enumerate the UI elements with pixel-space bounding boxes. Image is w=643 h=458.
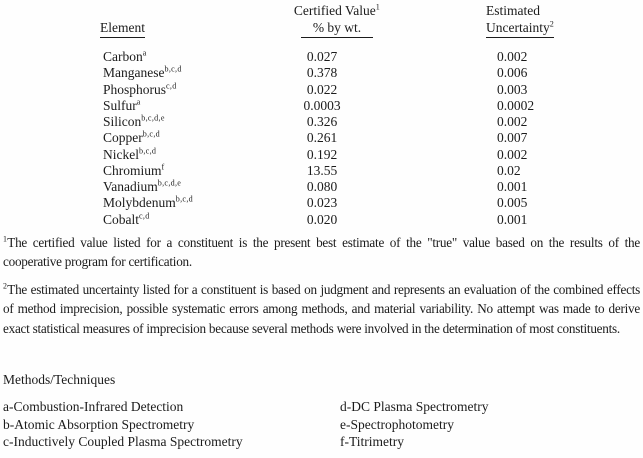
estimated-header-label: Estimated — [486, 3, 540, 18]
methods-list-left — [3, 398, 243, 451]
column-header-element — [100, 20, 145, 38]
method-item: d-DC Plasma Spectrometry — [340, 399, 489, 414]
element-method-markers: b,c,d — [139, 146, 157, 155]
element-name: Carbon$^a$ — [103, 48, 147, 64]
method-item: c-Inductively Coupled Plasma Spectrometry — [3, 434, 243, 450]
uncertainty-value: 0.001 — [497, 179, 528, 194]
element-method-markers: c,d — [166, 81, 177, 90]
table-row — [0, 82, 643, 98]
uncertainty-value: 0.002 — [497, 146, 528, 162]
certified-value: 0.023 — [306, 195, 338, 211]
element-method-markers: b,c,d — [175, 194, 193, 204]
uncertainty-value: 0.002 — [497, 114, 528, 129]
footnote-1-text: The certified value listed for a constituent is the present best estimate of the "true" value based on the results of the cooperative program for certification. — [3, 235, 640, 270]
column-header-unit — [252, 20, 422, 38]
element-method-markers: a — [142, 48, 147, 58]
table-row — [0, 195, 643, 211]
certified-value: 0.261 — [306, 130, 338, 146]
table-row — [0, 212, 643, 228]
certified-value: 0.022 — [306, 81, 338, 97]
method-item: b-Atomic Absorption Spectrometry — [3, 416, 195, 432]
certified-values-table — [0, 49, 643, 228]
element-name: Molybdenum$^{b,c,d}$ — [103, 194, 193, 211]
unit-header-label: % by wt. — [301, 20, 373, 38]
uncertainty-value: 0.002 — [497, 49, 528, 64]
column-header-uncertainty — [486, 20, 554, 38]
certified-value: 13.55 — [306, 162, 338, 178]
table-row — [0, 179, 643, 195]
uncertainty-footnote-marker: 2 — [549, 19, 555, 29]
element-method-markers: b,c,d,e — [157, 178, 182, 188]
method-item: f-Titrimetry — [340, 434, 404, 450]
uncertainty-value: 0.001 — [497, 211, 528, 227]
column-header-certified-value — [252, 3, 422, 19]
uncertainty-value: 0.006 — [497, 65, 528, 81]
certified-value: 0.027 — [306, 49, 338, 64]
element-method-markers: b,c,d,e — [141, 113, 165, 123]
certified-value: 0.192 — [306, 146, 338, 162]
element-method-markers: c,d — [139, 211, 150, 220]
uncertainty-value: 0.0002 — [497, 97, 535, 113]
table-row — [0, 65, 643, 81]
element-name: Nickel$^{b,c,d}$ — [103, 146, 157, 162]
methods-list-right — [340, 398, 488, 451]
certified-value: 0.080 — [306, 179, 338, 194]
certified-value: 0.378 — [306, 65, 338, 81]
element-name: Vanadium$^{b,c,d,e}$ — [103, 178, 182, 194]
element-name: Phosphorus$^{c,d}$ — [103, 81, 177, 97]
element-name: Sulfur$^a$ — [103, 97, 141, 113]
element-method-markers: f — [161, 162, 165, 172]
table-row — [0, 130, 643, 146]
uncertainty-value: 0.003 — [497, 81, 528, 97]
certified-value: 0.020 — [306, 211, 338, 227]
footnote-2-text: The estimated uncertainty listed for a constituent is based on judgment and represents an evaluation of the combined effects of method imprecision, possible systematic errors among methods, and material variability. No attempt was made to derive exact statistical measures of imprecision because several methods were involved in the determination of most constituents. — [3, 282, 640, 336]
table-row — [0, 147, 643, 163]
method-item: a-Combustion-Infrared Detection — [3, 399, 184, 414]
footnote-uncertainty — [3, 280, 640, 338]
table-row — [0, 98, 643, 114]
element-name: Silicon$^{b,c,d,e}$ — [103, 113, 165, 129]
footnote-2-marker: 2 — [3, 281, 8, 291]
methods-heading: Methods/Techniques — [3, 372, 116, 387]
table-row — [0, 163, 643, 179]
method-item: e-Spectrophotometry — [340, 416, 454, 432]
element-name: Manganese$^{b,c,d}$ — [103, 64, 182, 81]
element-method-markers: b,c,d — [142, 129, 160, 139]
table-row — [0, 49, 643, 65]
uncertainty-header-label: Uncertainty — [486, 20, 550, 35]
element-method-markers: b,c,d — [164, 64, 182, 74]
footnote-certified-value — [3, 233, 640, 272]
certified-value-footnote-marker: 1 — [375, 2, 381, 12]
element-name: Chromium$^f$ — [103, 162, 165, 178]
uncertainty-value: 0.007 — [497, 130, 528, 146]
element-method-markers: a — [136, 97, 141, 107]
column-header-estimated — [486, 3, 540, 19]
certified-value-header-label: Certified Value — [293, 3, 376, 18]
uncertainty-value: 0.02 — [497, 162, 521, 178]
footnote-1-marker: 1 — [3, 234, 8, 244]
element-header-label: Element — [100, 20, 145, 38]
certified-value: 0.0003 — [303, 97, 341, 113]
element-name: Cobalt$^{c,d}$ — [103, 211, 150, 227]
uncertainty-value: 0.005 — [497, 195, 528, 211]
certified-value: 0.326 — [306, 114, 338, 129]
table-row — [0, 114, 643, 130]
element-name: Copper$^{b,c,d}$ — [103, 129, 160, 146]
